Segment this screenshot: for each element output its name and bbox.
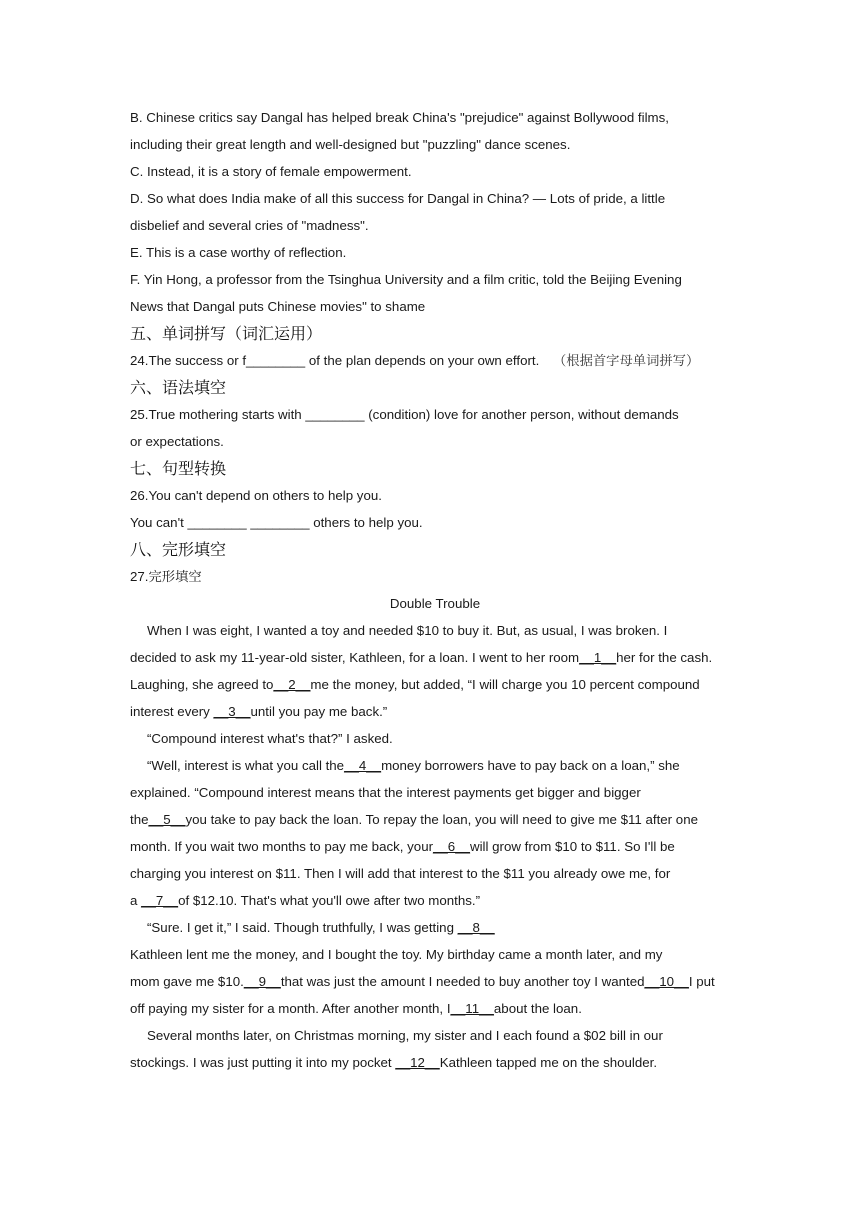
option-d-line1: D. So what does India make of all this success for Dangal in China? — Lots of pride, a little <box>130 191 666 206</box>
document-page <box>130 104 740 1076</box>
option-e: E. This is a case worthy of reflection. <box>130 245 347 260</box>
question-24 <box>130 347 740 374</box>
passage-text: a <box>130 893 142 908</box>
option-f-line1: F. Yin Hong, a professor from the Tsinghua University and a film critic, told the Beijing Evening <box>130 272 682 287</box>
blank-6: __6__ <box>433 839 470 854</box>
passage-line: charging you interest on $11. Then I will add that interest to the $11 you already owe me, for <box>130 866 671 881</box>
question-24-text: 24.The success or f________ of the plan depends on your own effort. <box>130 353 540 368</box>
passage-text: Kathleen tapped me on the shoulder. <box>439 1055 658 1070</box>
blank-12: __12__ <box>395 1055 440 1070</box>
option-b-line1: B. Chinese critics say Dangal has helped break China's "prejudice" against Bollywood films, <box>130 110 669 125</box>
passage-text: off paying my sister for a month. After another month, I <box>130 1001 451 1016</box>
passage-line: Several months later, on Christmas morning, my sister and I each found a $02 bill in our <box>147 1028 663 1043</box>
option-b-line2: including their great length and well-designed but "puzzling" dance scenes. <box>130 137 571 152</box>
passage-text: about the loan. <box>493 1001 582 1016</box>
passage-line <box>130 698 740 725</box>
passage-text: until you pay me back.” <box>250 704 388 719</box>
passage-line <box>130 833 740 860</box>
passage-line: Kathleen lent me the money, and I bought the toy. My birthday came a month later, and my <box>130 947 663 962</box>
passage-text: month. If you wait two months to pay me back, your <box>130 839 434 854</box>
passage-text: you take to pay back the loan. To repay the loan, you will need to give me $11 after one <box>185 812 698 827</box>
option-f-line2: News that Dangal puts Chinese movies" to shame <box>130 299 426 314</box>
passage-text: I put <box>688 974 715 989</box>
passage-text: “Sure. I get it,” I said. Though truthfully, I was getting <box>147 920 458 935</box>
passage-text: that was just the amount I needed to buy another toy I wanted <box>280 974 645 989</box>
section-8-heading: 八、完形填空 <box>130 540 227 559</box>
question-26-line2: You can't ________ ________ others to help you. <box>130 515 423 530</box>
passage-title: Double Trouble <box>389 596 481 611</box>
passage-line <box>130 887 740 914</box>
question-25-line1: 25.True mothering starts with ________ (condition) love for another person, without demands <box>130 407 679 422</box>
blank-9: __9__ <box>243 974 281 989</box>
passage-line: explained. “Compound interest means that the interest payments get bigger and bigger <box>130 785 641 800</box>
passage-line: “Compound interest what's that?” I asked. <box>147 731 393 746</box>
passage-line <box>130 968 740 995</box>
blank-1: __1__ <box>579 650 617 665</box>
passage-text: her for the cash. <box>616 650 713 665</box>
passage-text: of $12.10. That's what you'll owe after two months.” <box>178 893 481 908</box>
passage-line <box>130 644 740 671</box>
passage-text: Laughing, she agreed to <box>130 677 274 692</box>
passage-text: will grow from $10 to $11. So I'll be <box>470 839 675 854</box>
question-27-label: 27.完形填空 <box>130 569 202 584</box>
blank-3: __3__ <box>213 704 251 719</box>
question-24-note: （根据首字母单词拼写） <box>553 353 700 368</box>
passage-text: money borrowers have to pay back on a loan,” she <box>381 758 680 773</box>
passage-text: “Well, interest is what you call the <box>147 758 345 773</box>
passage-text: stockings. I was just putting it into my pocket <box>130 1055 396 1070</box>
passage-text: mom gave me $10. <box>130 974 244 989</box>
blank-7: __7__ <box>141 893 179 908</box>
passage-text: the <box>130 812 149 827</box>
blank-8: __8__ <box>457 920 495 935</box>
passage-line <box>130 671 740 698</box>
passage-text: me the money, but added, “I will charge you 10 percent compound <box>310 677 700 692</box>
passage-line <box>130 752 740 779</box>
section-5-heading: 五、单词拼写（词汇运用） <box>130 324 323 343</box>
option-c: C. Instead, it is a story of female empowerment. <box>130 164 412 179</box>
section-7-heading: 七、句型转换 <box>130 459 227 478</box>
passage-line <box>130 995 740 1022</box>
option-d-line2: disbelief and several cries of "madness". <box>130 218 369 233</box>
question-26-line1: 26.You can't depend on others to help you. <box>130 488 382 503</box>
section-6-heading: 六、语法填空 <box>130 378 227 397</box>
blank-11: __11__ <box>450 1001 494 1016</box>
passage-line: When I was eight, I wanted a toy and needed $10 to buy it. But, as usual, I was broken. I <box>147 623 668 638</box>
passage-line <box>130 1049 740 1076</box>
blank-4: __4__ <box>344 758 382 773</box>
passage-text: interest every <box>130 704 214 719</box>
passage-text: decided to ask my 11-year-old sister, Kathleen, for a loan. I went to her room <box>130 650 580 665</box>
blank-10: __10__ <box>644 974 689 989</box>
passage-line <box>130 806 740 833</box>
question-25-line2: or expectations. <box>130 434 224 449</box>
blank-2: __2__ <box>273 677 311 692</box>
blank-5: __5__ <box>148 812 186 827</box>
passage-line <box>130 914 740 941</box>
